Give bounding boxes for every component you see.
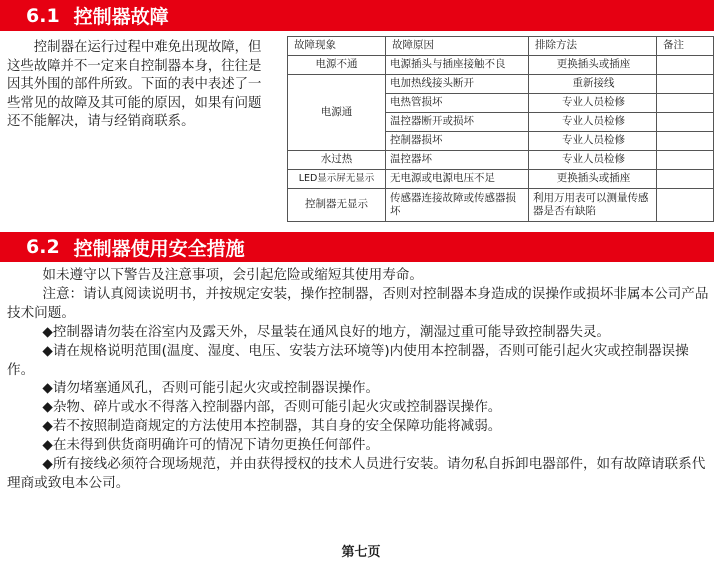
table-row — [288, 151, 714, 170]
safety-measures — [7, 266, 713, 493]
section-number: 6.1 — [26, 4, 60, 27]
section-number: 6.2 — [26, 236, 60, 258]
section-title: 控制器故障 — [73, 6, 169, 28]
section-6-2-header — [0, 232, 714, 262]
safety-bullet: ◆若不按照制造商规定的方法使用本控制器，其自身的安全保障功能将减弱。 — [42, 418, 502, 435]
remedy-cell: 专业人员检修 — [529, 132, 657, 151]
fault-table — [287, 36, 714, 222]
symptom-cell: LED显示屏无显示 — [288, 170, 386, 189]
cause-cell: 电热管损坏 — [386, 94, 529, 113]
table-row — [288, 56, 714, 75]
table-row — [288, 75, 714, 94]
safety-bullet: ◆在未得到供货商明确许可的情况下请勿更换任何部件。 — [42, 437, 380, 454]
section-6-1-header — [0, 0, 714, 31]
symptom-cell: 控制器无显示 — [288, 189, 386, 222]
remedy-cell: 更换插头或插座 — [529, 170, 657, 189]
cause-cell: 控制器损坏 — [386, 132, 529, 151]
safety-bullet: ◆控制器请勿装在浴室内及露天外，尽量装在通风良好的地方，潮湿过重可能导致控制器失灵。 — [42, 323, 611, 340]
notice-paragraph: 注意：请认真阅读说明书，并按规定安装，操作控制器，否则对控制器本身造成的误操作或损坏非属本公司产品技术问题。 — [7, 285, 709, 321]
table-row — [288, 189, 714, 222]
table-row — [288, 170, 714, 189]
section-title: 控制器使用安全措施 — [73, 237, 245, 260]
note-cell — [657, 113, 714, 132]
safety-bullet: ◆请在规格说明范围(温度、湿度、电压、安装方法环境等)内使用本控制器，否则可能引起火灾或控制器误操作。 — [7, 342, 689, 378]
remedy-cell: 利用万用表可以测量传感器是否有缺陷 — [529, 189, 657, 222]
cause-cell: 温控器坏 — [386, 151, 529, 170]
remedy-cell: 专业人员检修 — [529, 113, 657, 132]
header-remedy: 排除方法 — [529, 37, 657, 56]
header-cause: 故障原因 — [386, 37, 529, 56]
symptom-cell: 水过热 — [288, 151, 386, 170]
symptom-cell: 电源不通 — [288, 56, 386, 75]
remedy-cell: 更换插头或插座 — [529, 56, 657, 75]
header-note: 备注 — [657, 37, 714, 56]
table-header-row — [288, 37, 714, 56]
note-cell — [657, 151, 714, 170]
symptom-cell: 电源通 — [288, 75, 386, 151]
cause-cell: 电加热线接头断开 — [386, 75, 529, 94]
note-cell — [657, 56, 714, 75]
page-number: 第七页 — [341, 545, 381, 560]
note-cell — [657, 170, 714, 189]
note-cell — [657, 189, 714, 222]
cause-cell: 无电源或电源电压不足 — [386, 170, 529, 189]
note-cell — [657, 75, 714, 94]
remedy-cell: 重新接线 — [529, 75, 657, 94]
safety-bullet: ◆杂物、碎片或水不得落入控制器内部，否则可能引起火灾或控制器误操作。 — [42, 399, 502, 416]
note-cell — [657, 132, 714, 151]
note-cell — [657, 94, 714, 113]
fault-intro-paragraph: 控制器在运行过程中难免出现故障，但这些故障并不一定来自控制器本身，往往是因其外围的部件所致。下面的表中表述了一些常见的故障及其可能的原因，如果有问题还不能解决，请与经销商联系。 — [7, 40, 262, 130]
cause-cell: 传感器连接故障或传感器损坏 — [386, 189, 529, 222]
cause-cell: 电源插头与插座接触不良 — [386, 56, 529, 75]
header-symptom: 故障现象 — [288, 37, 386, 56]
safety-bullet: ◆所有接线必须符合现场规范，并由获得授权的技术人员进行安装。请勿私自拆卸电器部件，如有故障请联系代理商或致电本公司。 — [7, 456, 706, 491]
safety-bullet: ◆请勿堵塞通风孔，否则可能引起火灾或控制器误操作。 — [42, 380, 380, 397]
remedy-cell: 专业人员检修 — [529, 94, 657, 113]
remedy-cell: 专业人员检修 — [529, 151, 657, 170]
cause-cell: 温控器断开或损坏 — [386, 113, 529, 132]
warning-paragraph: 如未遵守以下警告及注意事项，会引起危险或缩短其使用寿命。 — [42, 267, 423, 283]
